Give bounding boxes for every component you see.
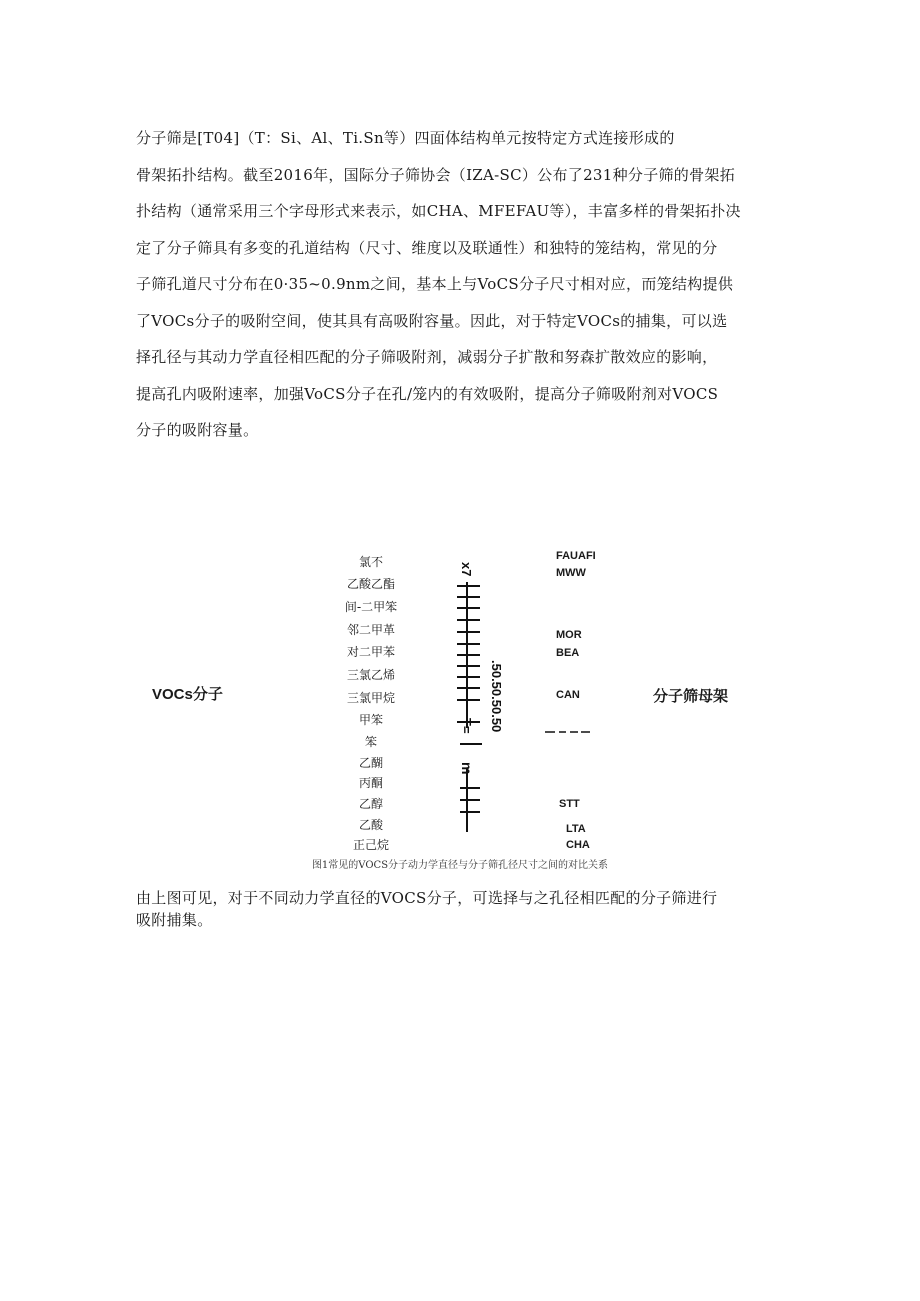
- intro-line: 定了分子筛具有多变的孔道结构（尺寸、维度以及联通性）和独特的笼结构，常见的分: [136, 238, 718, 257]
- zeolite-label: FAUAFI: [556, 550, 596, 562]
- closing-paragraph: [136, 887, 796, 931]
- intro-line: 择孔径与其动力学直径相匹配的分子筛吸附剂，减弱分子扩散和努森扩散效应的影响，: [136, 348, 718, 366]
- voc-molecule: 三氯甲烷: [346, 691, 395, 705]
- scale-axis: [0, 540, 920, 880]
- right-title: 分子筛母架: [653, 688, 729, 705]
- voc-molecule: 邻二甲革: [346, 623, 395, 637]
- voc-molecule: 乙醇: [358, 797, 383, 811]
- intro-line: 分子的吸附容量。: [136, 421, 259, 439]
- voc-molecule: 甲笨: [358, 713, 383, 727]
- voc-molecule: 正己烷: [352, 838, 389, 852]
- zeolite-label: CAN: [556, 689, 580, 701]
- closing-line: 吸附捕集。: [136, 911, 213, 929]
- intro-line: 骨架拓扑结构。截至2016年，国际分子筛协会（IZA-SC）公布了231种分子筛的骨架拓: [136, 165, 736, 184]
- voc-molecule: 间-二甲笨: [344, 600, 398, 614]
- zeolite-label: CHA: [566, 839, 590, 851]
- zeolite-label: MOR: [556, 629, 582, 641]
- figure-caption: 图1常见的VOCS分子动力学直径与分子筛孔径尺寸之间的对比关系: [311, 860, 609, 871]
- closing-line: 由上图可见，对于不同动力学直径的VOCS分子，可选择与之孔径相匹配的分子筛进行: [136, 889, 718, 907]
- voc-molecule: 三氯乙烯: [346, 668, 395, 682]
- axis-values-label: .50.50.50.50: [489, 660, 504, 733]
- intro-line: 扑结构（通常采用三个字母形式来表示，如CHA、MFEFAU等），丰富多样的骨架拓扑决: [136, 202, 741, 220]
- intro-line: 了VOCs分子的吸附空间，使其具有高吸附容量。因此，对于特定VOCs的捕集，可以选: [136, 311, 728, 330]
- axis-low-label: m: [459, 762, 475, 775]
- intro-paragraph: [136, 120, 796, 449]
- comparison-figure: [0, 540, 920, 880]
- zeolite-label: MWW: [556, 567, 586, 579]
- intro-line: 提高孔内吸附速率，加强VoCS分子在孔/笼内的有效吸附，提高分子筛吸附剂对VOCS: [136, 384, 719, 403]
- zeolite-label: LTA: [566, 823, 586, 835]
- voc-molecule: 乙酸乙酯: [346, 577, 395, 591]
- voc-molecule: 氯不: [358, 555, 383, 569]
- axis-top-label: x7: [459, 562, 474, 577]
- voc-molecule: 丙酮: [358, 776, 383, 790]
- voc-molecule: 对二甲苯: [346, 645, 395, 659]
- intro-line: 分子筛是[T04]（T：Si、Al、Ti.Sn等）四面体结构单元按特定方式连接形成的: [136, 129, 675, 147]
- voc-molecule: 笨: [364, 735, 377, 749]
- axis-mid-label: T=: [459, 718, 474, 734]
- intro-line: 子筛孔道尺寸分布在0·35~0.9nm之间，基本上与VoCS分子尺寸相对应，而笼结构提供: [136, 275, 734, 293]
- voc-molecule: 乙醐: [358, 756, 383, 770]
- left-title: VOCs分子: [152, 686, 223, 703]
- zeolite-label: BEA: [556, 647, 580, 659]
- voc-molecule: 乙酸: [358, 818, 383, 832]
- zeolite-label: STT: [559, 798, 580, 810]
